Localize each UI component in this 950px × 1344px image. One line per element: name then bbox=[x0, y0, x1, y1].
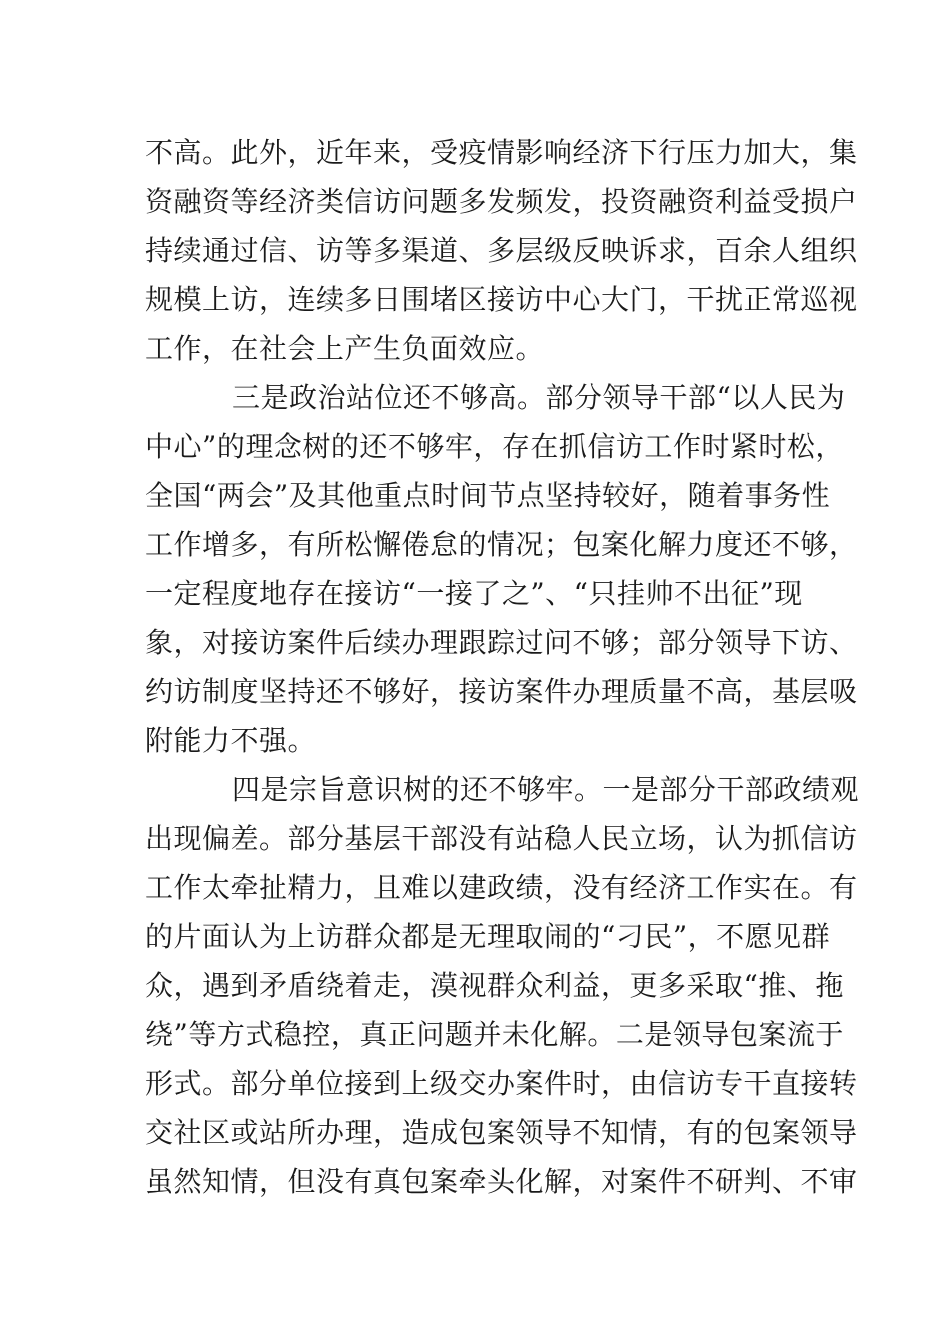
text-line: 工作增多，有所松懈倦怠的情况；包案化解力度还不够， bbox=[145, 528, 858, 561]
text-line: 约访制度坚持还不够好，接访案件办理质量不高，基层吸 bbox=[145, 675, 858, 708]
text-line: 形式。部分单位接到上级交办案件时，由信访专干直接转 bbox=[145, 1067, 858, 1100]
text-line: 不高。此外，近年来，受疫情影响经济下行压力加大，集 bbox=[145, 136, 858, 169]
text-line: 交社区或站所办理，造成包案领导不知情，有的包案领导 bbox=[145, 1116, 858, 1149]
text-line: 一定程度地存在接访“一接了之”、“只挂帅不出征”现 bbox=[145, 577, 803, 610]
text-line: 全国“两会”及其他重点时间节点坚持较好，随着事务性 bbox=[145, 479, 831, 512]
text-line: 象，对接访案件后续办理跟踪过问不够；部分领导下访、 bbox=[145, 626, 858, 659]
text-line: 工作太牵扯精力，且难以建政绩，没有经济工作实在。有 bbox=[145, 871, 858, 904]
text-line: 规模上访，连续多日围堵区接访中心大门，干扰正常巡视 bbox=[145, 283, 858, 316]
paragraph-heading-line: 四是宗旨意识树的还不够牢。一是部分干部政绩观 bbox=[232, 773, 860, 806]
text-line: 资融资等经济类信访问题多发频发，投资融资利益受损户 bbox=[145, 185, 858, 218]
text-line: 中心”的理念树的还不够牢，存在抓信访工作时紧时松， bbox=[145, 430, 844, 463]
text-line: 虽然知情，但没有真包案牵头化解，对案件不研判、不审 bbox=[145, 1165, 858, 1198]
text-line: 出现偏差。部分基层干部没有站稳人民立场，认为抓信访 bbox=[145, 822, 858, 855]
text-line: 持续通过信、访等多渠道、多层级反映诉求，百余人组织 bbox=[145, 234, 858, 267]
text-line: 工作，在社会上产生负面效应。 bbox=[145, 332, 545, 365]
text-line: 的片面认为上访群众都是无理取闹的“刁民”，不愿见群 bbox=[145, 920, 831, 953]
text-line: 绕”等方式稳控，真正问题并未化解。二是领导包案流于 bbox=[145, 1018, 844, 1051]
text-line: 附能力不强。 bbox=[145, 724, 317, 757]
text-line: 众，遇到矛盾绕着走，漠视群众利益，更多采取“推、拖 bbox=[145, 969, 844, 1002]
paragraph-heading-line: 三是政治站位还不够高。部分领导干部“以人民为 bbox=[232, 381, 846, 414]
